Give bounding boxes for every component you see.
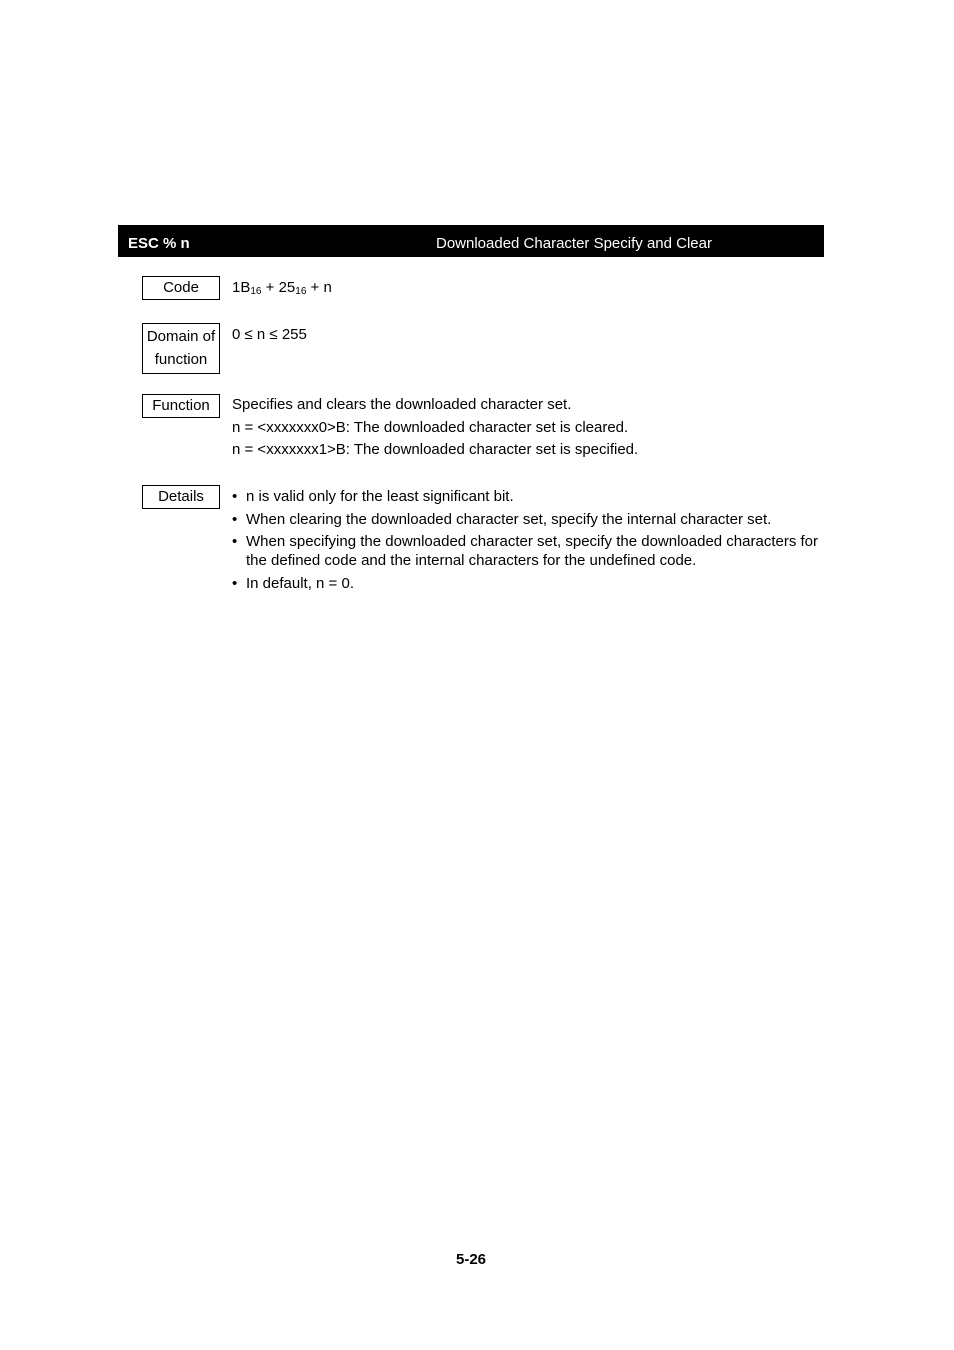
details-item: [232, 510, 822, 529]
details-item-text: In default, n = 0.: [246, 574, 354, 592]
details-label: Details: [142, 485, 220, 509]
domain-range: 0 ≤ n ≤ 255: [232, 326, 307, 343]
bullet-icon: •: [232, 488, 238, 505]
details-item-text: When specifying the downloaded character set, specify the downloaded characters for the defined code and the internal characters for the undefined code.: [246, 533, 818, 569]
details-list: [232, 487, 822, 593]
function-line: Specifies and clears the downloaded character set.: [232, 396, 572, 413]
code-part-2: + 25: [261, 279, 296, 296]
domain-value: [232, 324, 822, 347]
code-label: Code: [142, 276, 220, 300]
details-item-text: n is valid only for the least significant bit.: [246, 488, 514, 505]
command-header-bar: [118, 225, 824, 257]
function-line: n = <xxxxxxx1>B: The downloaded character set is specified.: [232, 441, 639, 458]
function-line: n = <xxxxxxx0>B: The downloaded character set is cleared.: [232, 418, 629, 436]
details-item-text: When clearing the downloaded character set, specify the internal character set.: [246, 510, 772, 528]
code-value: [232, 277, 822, 300]
domain-label: [142, 323, 220, 374]
code-subscript-2: 16: [295, 286, 307, 297]
domain-label-line-2: function: [154, 351, 208, 368]
bullet-icon: •: [232, 574, 238, 592]
function-description: [232, 394, 822, 462]
bullet-icon: •: [232, 533, 238, 550]
domain-label-line-1: Domain of: [146, 328, 216, 345]
function-label: Function: [142, 394, 220, 418]
command-title: Downloaded Character Specify and Clear: [436, 235, 712, 252]
details-item: [232, 487, 822, 506]
details-item: [232, 532, 822, 570]
code-part-3: + n: [306, 279, 332, 296]
bullet-icon: •: [232, 510, 238, 528]
code-part-1: 1B: [232, 279, 251, 296]
page-number: 5-26: [455, 1251, 487, 1268]
code-subscript-1: 16: [250, 286, 262, 297]
command-name: ESC % n: [128, 235, 190, 252]
details-item: [232, 574, 822, 593]
code-expression: [232, 277, 822, 300]
details-list-container: [232, 487, 822, 596]
